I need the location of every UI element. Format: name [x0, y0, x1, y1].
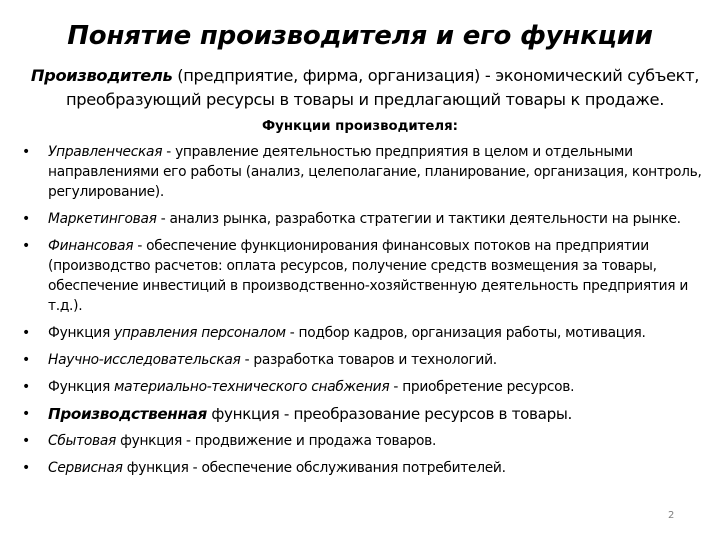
functions-subtitle: Функции производителя: — [262, 119, 458, 134]
bullet-icon: • — [22, 144, 30, 160]
function-item-financial — [22, 236, 702, 316]
function-item-sales — [22, 431, 702, 451]
bullet-icon: • — [22, 433, 30, 449]
bullet-icon: • — [22, 460, 30, 476]
function-item-service — [22, 458, 702, 478]
function-name: Маркетинговая — [48, 211, 157, 227]
function-name: управления персоналом — [114, 325, 286, 341]
bullet-icon: • — [22, 379, 30, 395]
function-item-research — [22, 350, 702, 370]
function-name: материально-технического снабжения — [114, 379, 390, 395]
function-item-marketing — [22, 209, 702, 229]
function-name: Научно-исследовательская — [48, 352, 241, 368]
function-text: - подбор кадров, организация работы, мотивация. — [285, 325, 646, 341]
function-item-supply — [22, 377, 702, 397]
page-number: 2 — [668, 510, 675, 521]
function-item-management — [22, 142, 702, 202]
function-text: - приобретение ресурсов. — [389, 379, 575, 395]
function-item-production — [22, 404, 702, 424]
function-name: Производственная — [48, 405, 207, 423]
function-name: Сбытовая — [48, 433, 116, 449]
function-text: функция - обеспечение обслуживания потребителей. — [122, 460, 506, 476]
bullet-icon: • — [22, 211, 30, 227]
definition-text: (предприятие, фирма, организация) - экономический субъект, преобразующий ресурсы в товары и предлагающий товары к продаже. — [65, 66, 700, 109]
function-text: функция - преобразование ресурсов в товары. — [206, 405, 573, 423]
bullet-icon: • — [22, 406, 30, 422]
function-prefix: Функция — [48, 325, 115, 341]
bullet-icon: • — [22, 325, 30, 341]
function-name: Управленческая — [48, 144, 163, 160]
function-item-personnel — [22, 323, 702, 343]
function-text: функция - продвижение и продажа товаров. — [116, 433, 437, 449]
function-text: - разработка товаров и технологий. — [240, 352, 497, 368]
function-text: - анализ рынка, разработка стратегии и тактики деятельности на рынке. — [156, 211, 681, 227]
function-name: Финансовая — [48, 238, 134, 254]
bullet-icon: • — [22, 238, 30, 254]
definition-term: Производитель — [30, 66, 173, 85]
function-prefix: Функция — [48, 379, 115, 395]
bullet-icon: • — [22, 352, 30, 368]
functions-list — [22, 142, 702, 485]
function-name: Сервисная — [48, 460, 123, 476]
slide-title: Понятие производителя и его функции — [67, 21, 653, 51]
function-text: - обеспечение функционирования финансовых потоков на предприятии (производство расчетов: оплата ресурсов, получение средств возмещения за товары, обеспечение инвестиций в производственно-хозяйственную деятельность предприятия и т.д.). — [48, 238, 689, 314]
function-text: - управление деятельностью предприятия в целом и отдельными направлениями его работы (анализ, целеполагание, планирование, организация, контроль, регулирование). — [48, 144, 702, 200]
definition-paragraph — [20, 64, 710, 112]
